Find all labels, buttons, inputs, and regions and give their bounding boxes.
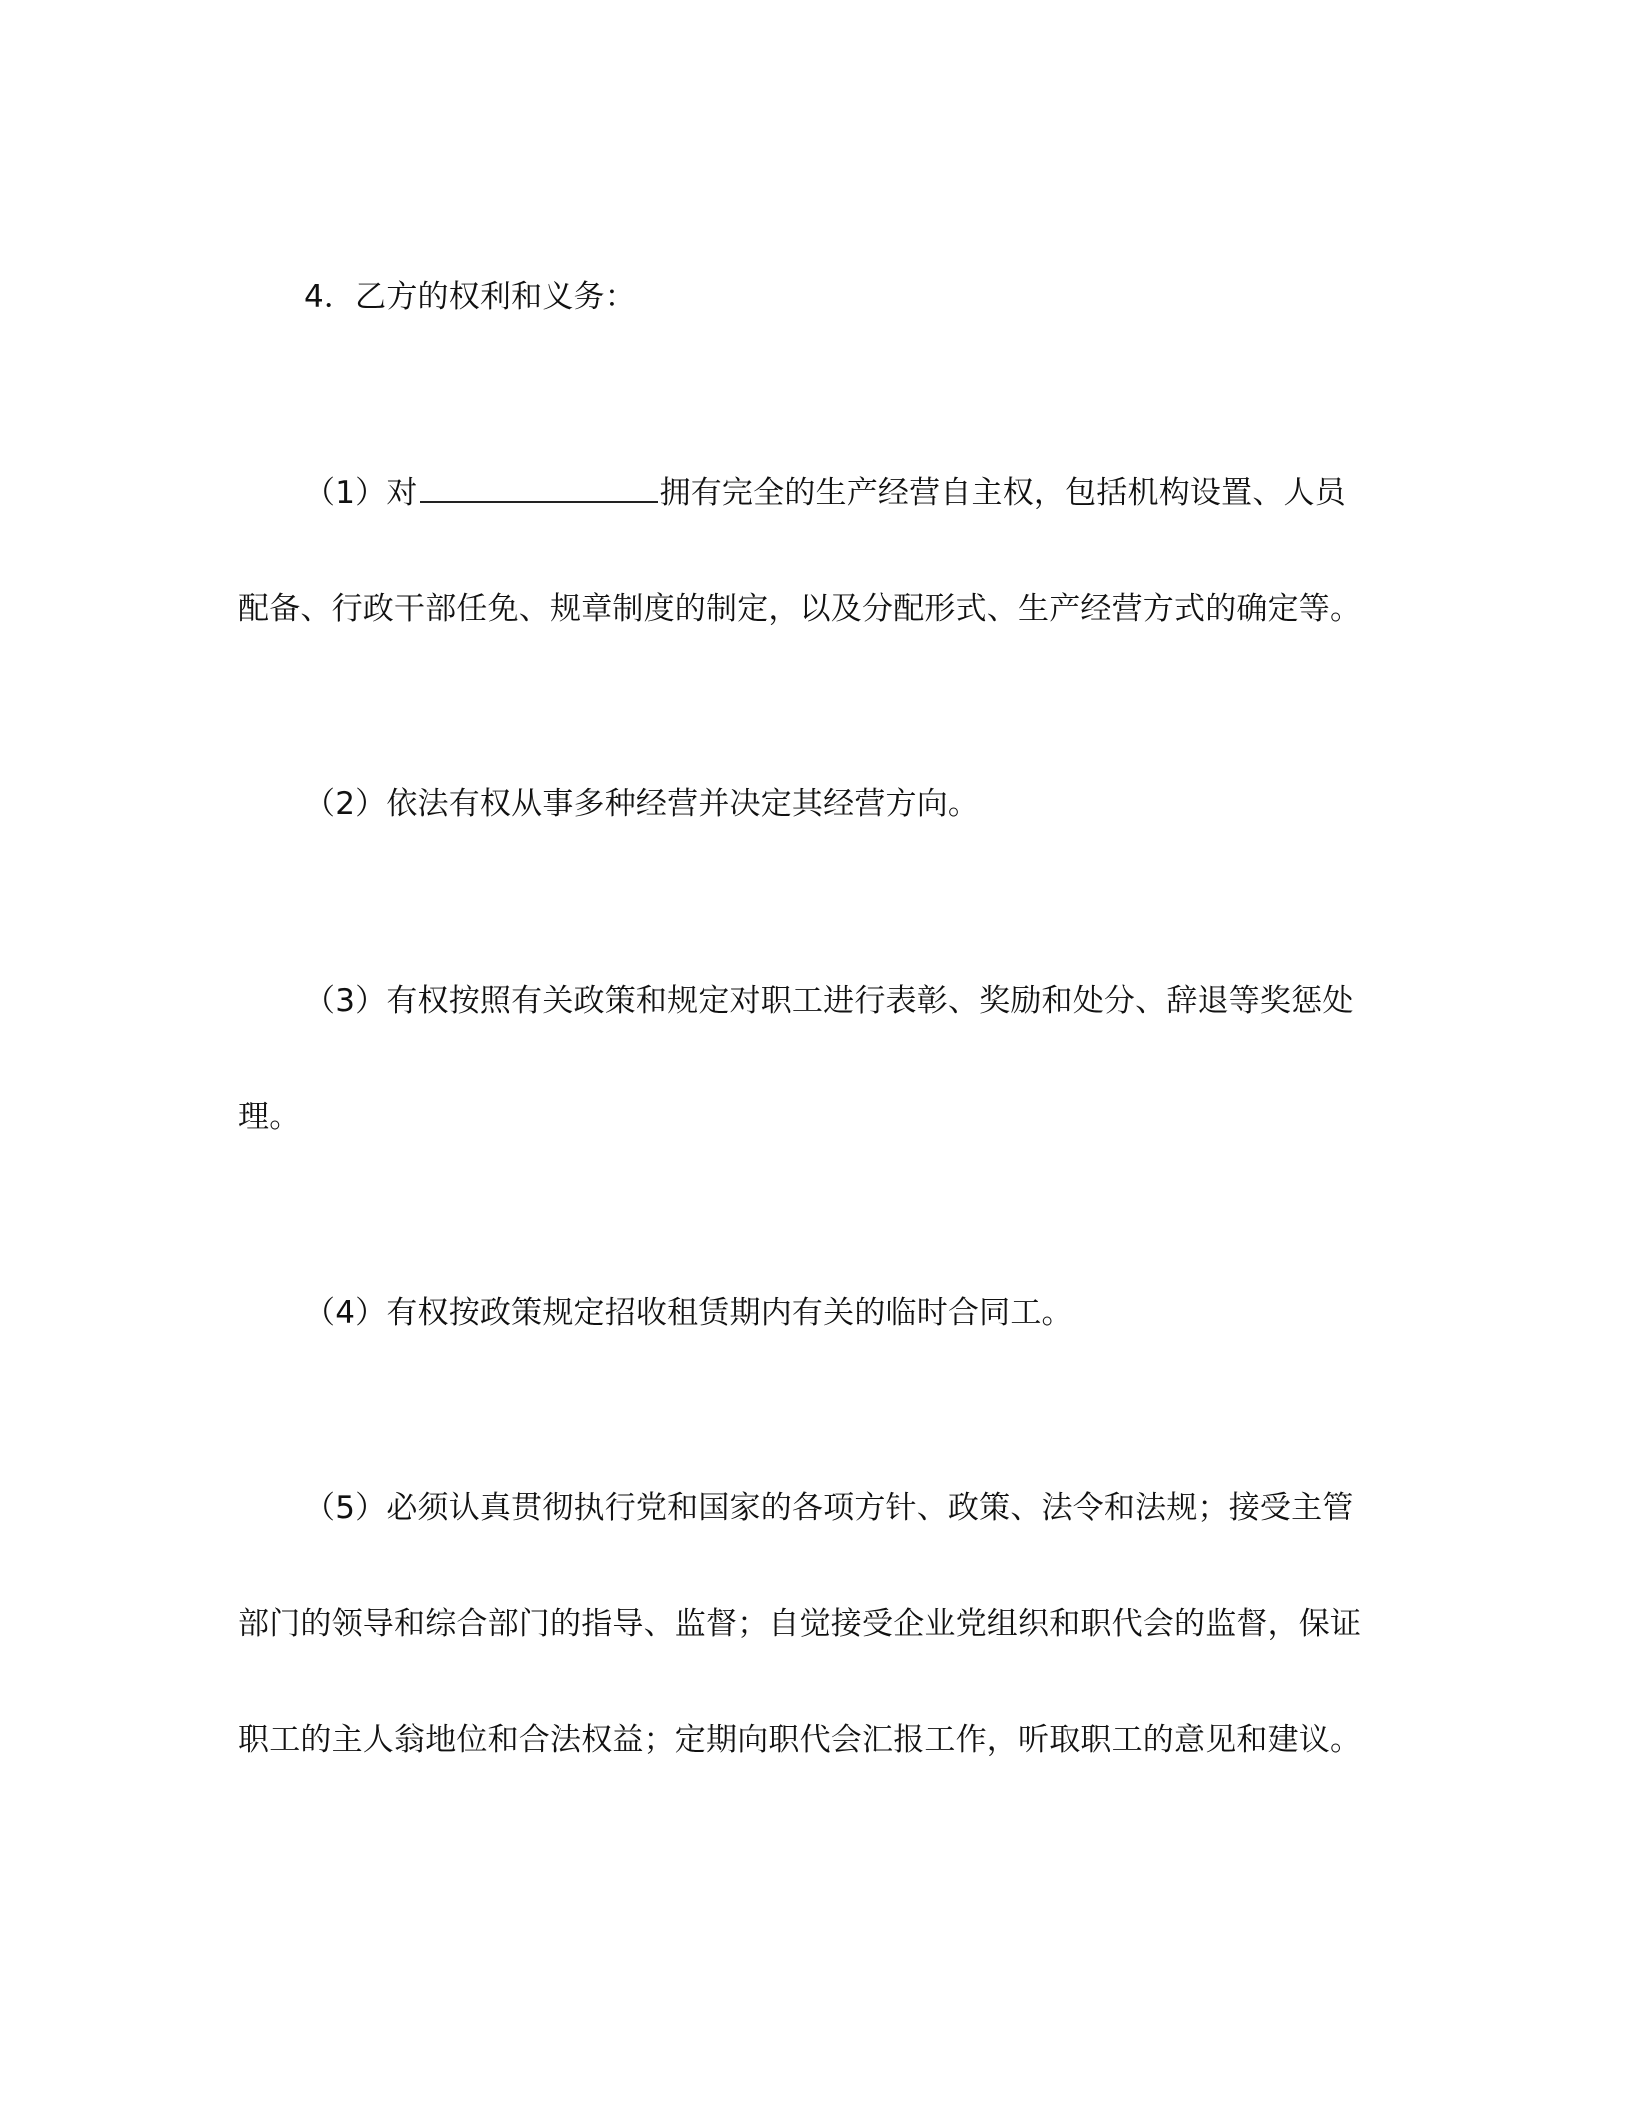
item-3-line-1: （3）有权按照有关政策和规定对职工进行表彰、奖励和处分、辞退等奖惩处	[304, 983, 1354, 1019]
item-5-line-3: 职工的主人翁地位和合法权益；定期向职代会汇报工作，听取职工的意见和建议。	[238, 1722, 1362, 1758]
fill-in-blank[interactable]	[420, 471, 658, 503]
item-5-line-1: （5）必须认真贯彻执行党和国家的各项方针、政策、法令和法规；接受主管	[304, 1490, 1354, 1526]
item-1-suffix: 拥有完全的生产经营自主权，包括机构设置、人员	[659, 475, 1346, 511]
item-2-line-1: （2）依法有权从事多种经营并决定其经营方向。	[304, 786, 980, 822]
item-5-line-2: 部门的领导和综合部门的指导、监督；自觉接受企业党组织和职代会的监督，保证	[238, 1606, 1362, 1642]
item-1-prefix: （1）对	[304, 475, 418, 511]
item-3-line-2: 理。	[238, 1099, 301, 1135]
section-heading: 4．乙方的权利和义务：	[304, 279, 636, 315]
item-1-line-2: 配备、行政干部任免、规章制度的制定，以及分配形式、生产经营方式的确定等。	[238, 591, 1362, 627]
item-4-line-1: （4）有权按政策规定招收租赁期内有关的临时合同工。	[304, 1295, 1073, 1331]
item-1-line-1	[304, 471, 1346, 513]
